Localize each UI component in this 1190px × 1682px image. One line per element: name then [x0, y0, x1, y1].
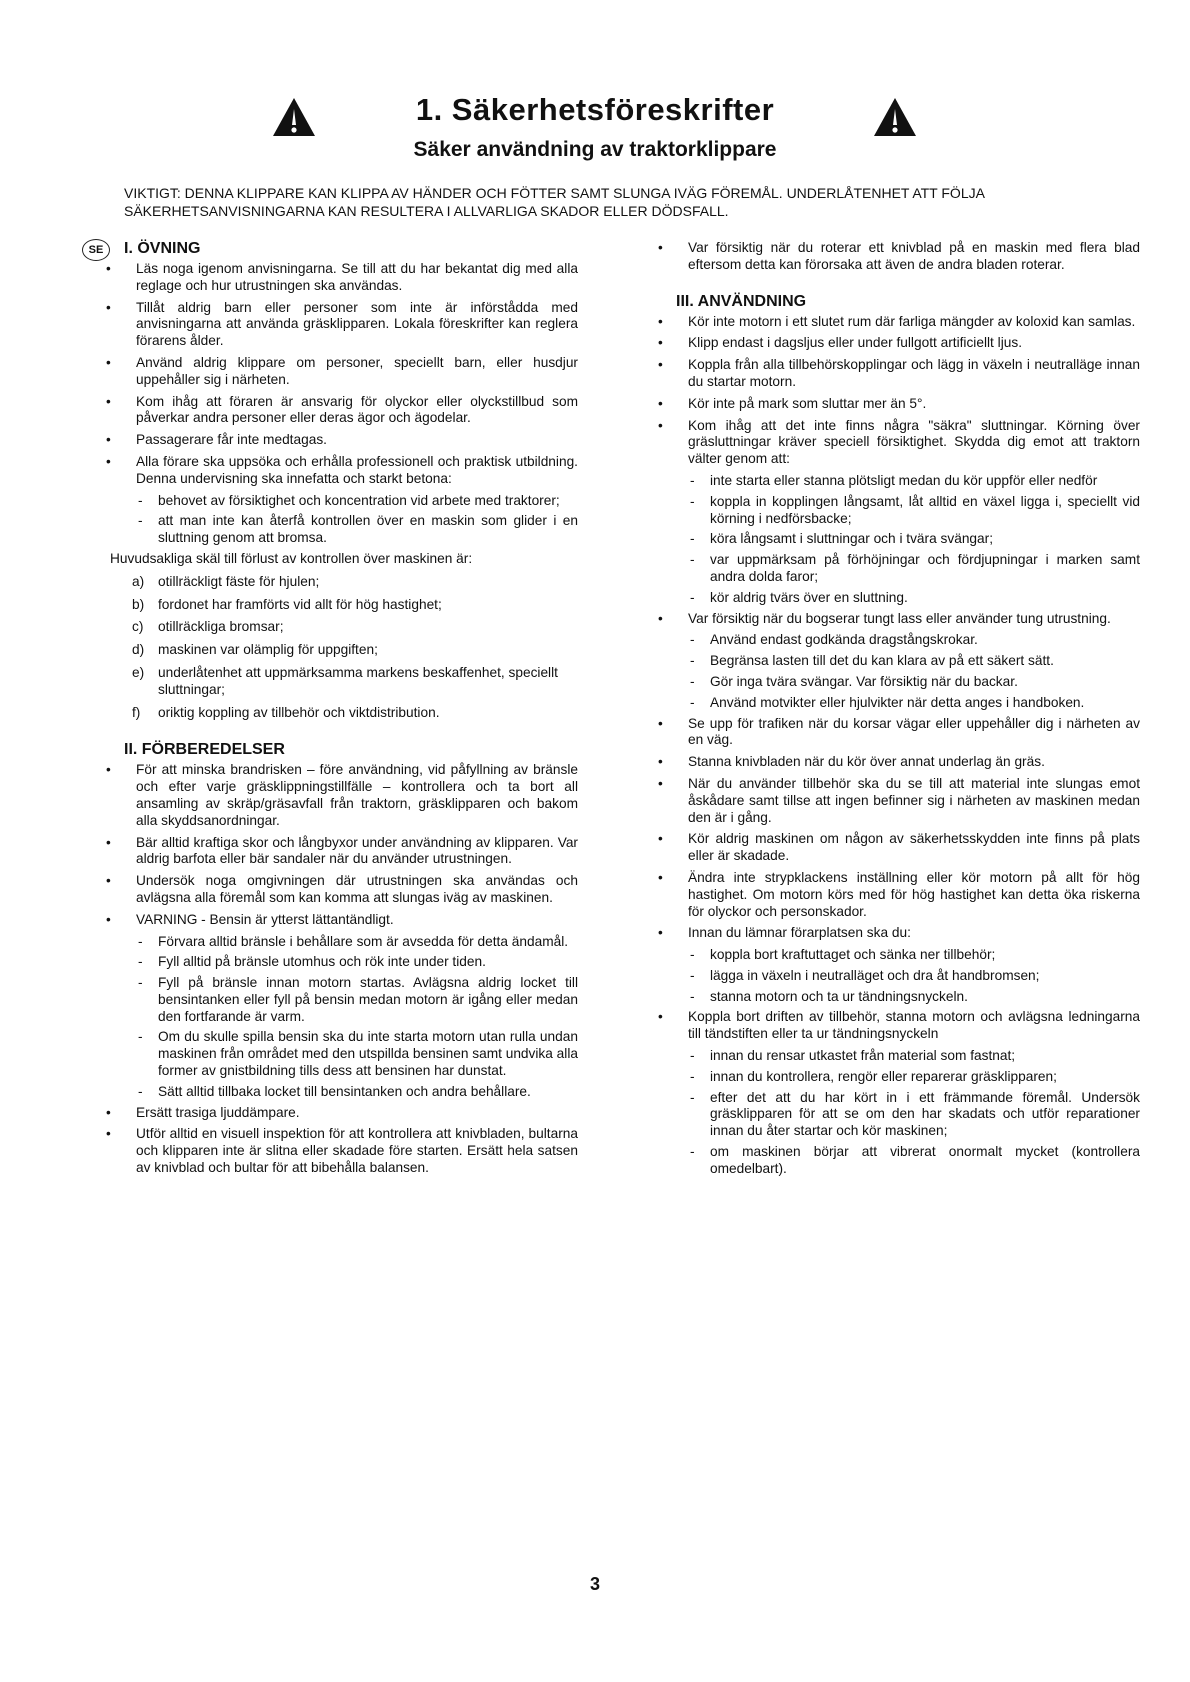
section-heading-forberedelser: II. FÖRBEREDELSER [124, 741, 285, 759]
sub-list-item: - Använd endast godkända dragstångskrokar. [662, 632, 1140, 649]
list-item: • För att minska brandrisken – före användning, vid påfyllning av bränsle och efter varje gräsklippningstillfälle – kontrollera och ta bort all ansamling av skräp/gräsavfall från traktorn, gräsklipparen och bakom alla skyddsanordningar. [110, 762, 578, 829]
lettered-item: a) otillräckligt fäste för hjulen; [132, 573, 320, 589]
sub-list-item: - innan du rensar utkastet från material som fastnat; [662, 1048, 1140, 1065]
list-item: • Kör inte motorn i ett slutet rum där farliga mängder av koloxid kan samlas. [662, 314, 1140, 331]
list-item: • Koppla från alla tillbehörskopplingar och lägg in växeln i neutralläge innan du startar motorn. [662, 357, 1140, 391]
list-item: • Alla förare ska uppsöka och erhålla professionell och praktisk utbildning. Denna undervisning ska innefatta och starkt betona: [110, 454, 578, 488]
list-item: • När du använder tillbehör ska du se till att material inte slungas emot åskådare samt tillse att ingen befinner sig i närheten av maskinen medan den är i gång. [662, 776, 1140, 826]
list-item: • Innan du lämnar förarplatsen ska du: [662, 925, 1140, 942]
sub-list-item: - innan du kontrollera, rengör eller reparerar gräsklipparen; [662, 1069, 1140, 1086]
sub-list-item: - inte starta eller stanna plötsligt medan du kör uppför eller nedför [662, 473, 1140, 490]
list-item: • Ersätt trasiga ljuddämpare. [110, 1105, 578, 1122]
lettered-item: c) otillräckliga bromsar; [132, 619, 284, 635]
list-item: • Tillåt aldrig barn eller personer som inte är införstådda med anvisningarna att använda gräsklipparen. Lokala föreskrifter kan reglera förarens ålder. [110, 300, 578, 350]
warning-triangle-icon [872, 96, 918, 138]
sub-list-item: - Sätt alltid tillbaka locket till bensintanken och andra behållare. [110, 1084, 578, 1101]
sub-list-item: - Fyll på bränsle innan motorn startas. Avlägsna aldrig locket till bensintanken eller fyll på bensin medan motorn är igång eller medan den fortfarande är varm. [110, 975, 578, 1025]
list-item: • Passagerare får inte medtagas. [110, 432, 578, 449]
lettered-item: b) fordonet har framförts vid allt för hög hastighet; [132, 596, 442, 612]
list-item: • Läs noga igenom anvisningarna. Se till att du har bekantat dig med alla reglage och hur utrustningen ska användas. [110, 261, 578, 295]
list-item: • Ändra inte strypklackens inställning eller kör motorn på allt för hög hastighet. Om motorn körs med för hög hastighet kan detta öka riskerna för olyckor och personskador. [662, 870, 1140, 920]
list-item: • Var försiktig när du bogserar tungt lass eller använder tung utrustning. [662, 611, 1140, 628]
list-item: • Utför alltid en visuell inspektion för att kontrollera att knivbladen, bultarna och klipparen inte är slitna eller skadade före starten. Ersätt hela satsen av knivblad och bultar för att bibehålla balansen. [110, 1126, 578, 1176]
right-column [662, 240, 1140, 1182]
sub-list-item: - om maskinen börjar att vibrerat onormalt mycket (kontrollera omedelbart). [662, 1144, 1140, 1178]
lettered-item: d) maskinen var olämplig för uppgiften; [132, 642, 378, 658]
sub-list-item: - Använd motvikter eller hjulvikter när detta anges i handboken. [662, 695, 1140, 712]
sub-list-item: - Fyll alltid på bränsle utomhus och rök inte under tiden. [110, 954, 578, 971]
sub-list-item: - Gör inga tvära svängar. Var försiktig när du backar. [662, 674, 1140, 691]
sub-list-item: - efter det att du har kört in i ett främmande föremål. Undersök gräsklipparen för att se om den har skadats och utför reparationer innan du åter startar och kör maskinen; [662, 1090, 1140, 1140]
list-item: • Klipp endast i dagsljus eller under fullgott artificiellt ljus. [662, 335, 1140, 352]
sub-list-item: - Om du skulle spilla bensin ska du inte starta motorn utan rulla undan maskinen från området med den utspillda bensinen samt undvika alla former av gnistbildning tills dess att bensinen har dunstat. [110, 1029, 578, 1079]
list-item: • Bär alltid kraftiga skor och långbyxor under användning av klipparen. Var aldrig barfota eller bär sandaler när du använder utrustningen. [110, 835, 578, 869]
list-item: • Se upp för trafiken när du korsar vägar eller uppehåller dig i närheten av en väg. [662, 716, 1140, 750]
list-item: • Kör inte på mark som sluttar mer än 5°. [662, 396, 1140, 413]
section-heading-ovning: SE I. ÖVNING [124, 240, 578, 258]
important-notice: VIKTIGT: DENNA KLIPPARE KAN KLIPPA AV HÄNDER OCH FÖTTER SAMT SLUNGA IVÄG FÖREMÅL. UNDERLÅTENHET ATT FÖLJA SÄKERHETSANVISNINGARNA KAN RESULTERA I ALLVARLIGA SKADOR ELLER DÖDSFALL. [124, 185, 985, 219]
sub-list-item: - att man inte kan återfå kontrollen över en maskin som glider i en sluttning genom att bromsa. [110, 513, 578, 547]
sub-list-item: - koppla in kopplingen långsamt, låt alltid en växel ligga i, speciellt vid körning i nedförsbacke; [662, 494, 1140, 528]
page-number: 3 [589, 1574, 600, 1594]
sub-list-item: - koppla bort kraftuttaget och sänka ner tillbehör; [662, 947, 1140, 964]
page-subtitle: Säker användning av traktorklippare [413, 138, 777, 161]
sub-list-item: - Förvara alltid bränsle i behållare som är avsedda för detta ändamål. [110, 934, 578, 951]
list-item: • Använd aldrig klippare om personer, speciellt barn, eller husdjur uppehåller sig i närheten. [110, 355, 578, 389]
list-item: • VARNING - Bensin är ytterst lättantändligt. [110, 912, 578, 929]
list-item: • Kör aldrig maskinen om någon av säkerhetsskydden inte finns på plats eller är skadade. [662, 831, 1140, 865]
sub-list-item: - lägga in växeln i neutralläget och dra åt handbromsen; [662, 968, 1140, 985]
left-column [88, 240, 578, 1182]
page-title: 1. Säkerhetsföreskrifter [415, 92, 775, 127]
sub-list-item: - Begränsa lasten till det du kan klara av på ett säkert sätt. [662, 653, 1140, 670]
lettered-item: f) oriktig koppling av tillbehör och viktdistribution. [132, 704, 440, 720]
sub-list-item: - var uppmärksam på förhöjningar och fördjupningar i marken samt andra dolda faror; [662, 552, 1140, 586]
page-header [0, 92, 1190, 174]
paragraph: Huvudsakliga skäl till förlust av kontrollen över maskinen är: [110, 550, 473, 566]
list-item: • Undersök noga omgivningen där utrustningen ska användas och avlägsna alla föremål som kan komma att slungas iväg av maskinen. [110, 873, 578, 907]
lettered-item: e) underlåtenhet att uppmärksamma markens beskaffenhet, speciellt sluttningar; [132, 664, 558, 697]
list-item: • Kom ihåg att det inte finns några "säkra" sluttningar. Körning över gräsluttningar kräver speciell försiktighet. Skydda dig emot att traktorn välter genom att: [662, 418, 1140, 468]
list-item: • Koppla bort driften av tillbehör, stanna motorn och avlägsna ledningarna till tändstiften eller ta ur tändningsnyckeln [662, 1009, 1140, 1043]
sub-list-item: - köra långsamt i sluttningar och i tvära svängar; [662, 531, 1140, 548]
list-item: • Stanna knivbladen när du kör över annat underlag än gräs. [662, 754, 1140, 771]
list-item: • Var försiktig när du roterar ett knivblad på en maskin med flera blad eftersom detta kan förorsaka att även de andra bladen roterar. [662, 240, 1140, 274]
language-badge: SE [82, 239, 110, 261]
sub-list-item: - behovet av försiktighet och koncentration vid arbete med traktorer; [110, 493, 578, 510]
sub-list-item: - stanna motorn och ta ur tändningsnyckeln. [662, 989, 1140, 1006]
list-item: • Kom ihåg att föraren är ansvarig för olyckor eller olyckstillbud som påverkar andra personer eller deras ägor och ägodelar. [110, 394, 578, 428]
sub-list-item: - kör aldrig tvärs över en sluttning. [662, 590, 1140, 607]
section-heading-anvandning: III. ANVÄNDNING [676, 292, 807, 310]
